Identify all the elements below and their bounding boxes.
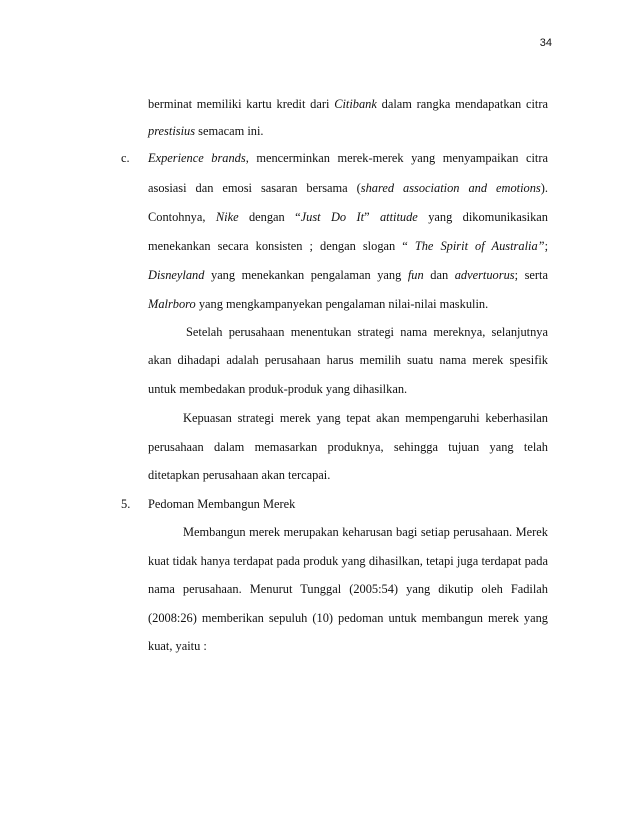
body-line: menekankan secara konsisten ; dengan slogan “ The Spirit of Australia”;	[148, 239, 549, 253]
section-heading: Pedoman Membangun Merek	[148, 497, 296, 511]
list-marker: c.	[121, 151, 130, 165]
body-line: prestisius semacam ini.	[148, 124, 264, 138]
body-line: Experience brands, mencerminkan merek-merek yang menyampaikan citra	[148, 151, 548, 165]
list-marker: 5.	[121, 497, 131, 511]
body-line: Kepuasan strategi merek yang tepat akan mempengaruhi keberhasilan	[183, 411, 548, 425]
body-line: berminat memiliki kartu kredit dari Citibank dalam rangka mendapatkan citra	[148, 97, 548, 111]
page-number: 34	[539, 37, 552, 49]
body-line: kuat, yaitu :	[148, 639, 207, 653]
body-line: asosiasi dan emosi sasaran bersama (shared association and emotions).	[148, 181, 548, 195]
body-line: Malrboro yang mengkampanyekan pengalaman nilai-nilai maskulin.	[148, 297, 489, 311]
body-line: Disneyland yang menekankan pengalaman yang fun dan advertuorus; serta	[148, 268, 548, 282]
body-line: akan dihadapi adalah perusahaan harus memilih suatu nama merek spesifik	[148, 353, 548, 367]
body-line: perusahaan dalam memasarkan produknya, sehingga tujuan yang telah	[148, 440, 548, 454]
body-line: Setelah perusahaan menentukan strategi nama mereknya, selanjutnya	[186, 325, 548, 339]
body-line: untuk membedakan produk-produk yang dihasilkan.	[148, 382, 408, 396]
body-line: Contohnya, Nike dengan “Just Do It” attitude yang dikomunikasikan	[148, 210, 549, 224]
body-line: (2008:26) memberikan sepuluh (10) pedoman untuk membangun merek yang	[148, 611, 548, 625]
body-line: nama perusahaan. Menurut Tunggal (2005:54) yang dikutip oleh Fadilah	[148, 582, 548, 596]
body-line: ditetapkan perusahaan akan tercapai.	[148, 468, 331, 482]
body-line: Membangun merek merupakan keharusan bagi setiap perusahaan. Merek	[183, 525, 548, 539]
body-line: kuat tidak hanya terdapat pada produk yang dihasilkan, tetapi juga terdapat pada	[148, 554, 548, 568]
